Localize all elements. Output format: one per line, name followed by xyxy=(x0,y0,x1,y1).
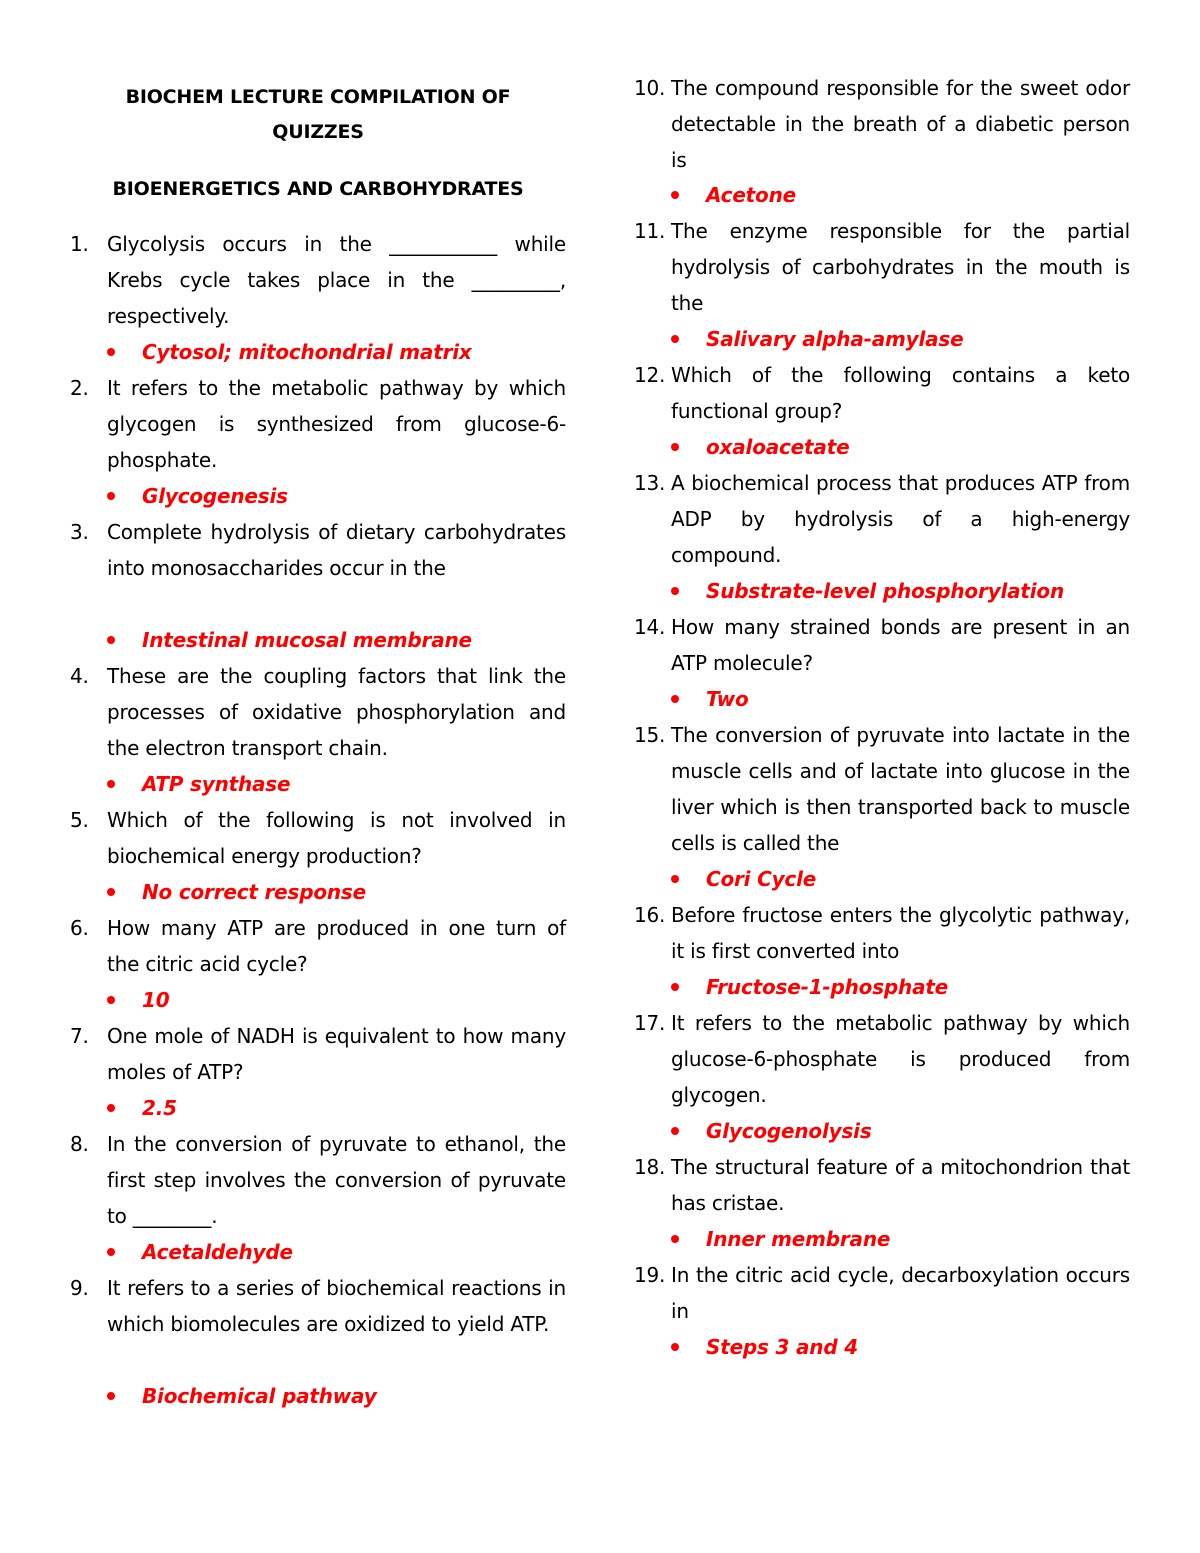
answer-text: Cytosol; mitochondrial matrix xyxy=(142,340,472,364)
question-number: 4. xyxy=(70,664,89,688)
question-number: 1. xyxy=(70,232,89,256)
document-title-line-2: QUIZZES xyxy=(272,121,364,143)
question-number: 18. xyxy=(634,1155,666,1179)
answer-text: Biochemical pathway xyxy=(142,1384,377,1408)
question-text: It refers to a series of biochemical reactions in which biomolecules are oxidized to yield ATP. xyxy=(107,1276,566,1336)
question-item xyxy=(70,910,566,982)
bullet-icon xyxy=(671,443,679,451)
question-text: A biochemical process that produces ATP from ADP by hydrolysis of a high-energy compound. xyxy=(671,471,1130,567)
answer-text: Glycogenolysis xyxy=(706,1119,872,1143)
answer-item xyxy=(70,982,566,1018)
question-item xyxy=(634,213,1130,321)
question-item xyxy=(634,357,1130,429)
bullet-icon xyxy=(671,1235,679,1243)
answer-item xyxy=(70,1090,566,1126)
bullet-icon xyxy=(671,1343,679,1351)
answer-item xyxy=(634,321,1130,357)
question-item xyxy=(70,802,566,874)
question-item xyxy=(70,1270,566,1342)
question-item xyxy=(634,70,1130,178)
bullet-icon xyxy=(107,780,115,788)
answer-text: Steps 3 and 4 xyxy=(706,1335,858,1359)
bullet-icon xyxy=(671,335,679,343)
question-item xyxy=(634,1149,1130,1221)
question-text: How many ATP are produced in one turn of the citric acid cycle? xyxy=(107,916,566,976)
bullet-icon xyxy=(107,492,115,500)
bullet-icon xyxy=(107,996,115,1004)
answer-text: oxaloacetate xyxy=(706,435,850,459)
question-item xyxy=(70,370,566,478)
answer-text: Two xyxy=(706,687,749,711)
answer-item xyxy=(70,478,566,514)
bullet-icon xyxy=(107,1104,115,1112)
question-text: How many strained bonds are present in an ATP molecule? xyxy=(671,615,1130,675)
question-text: Which of the following is not involved in biochemical energy production? xyxy=(107,808,566,868)
answer-item xyxy=(70,766,566,802)
question-item xyxy=(70,226,566,334)
answer-item xyxy=(634,1329,1130,1365)
answer-item xyxy=(634,681,1130,717)
question-number: 3. xyxy=(70,520,89,544)
question-text: Before fructose enters the glycolytic pathway, it is first converted into xyxy=(671,903,1130,963)
answer-text: Acetaldehyde xyxy=(142,1240,293,1264)
answer-text: Fructose-1-phosphate xyxy=(706,975,949,999)
question-number: 12. xyxy=(634,363,666,387)
section-heading: BIOENERGETICS AND CARBOHYDRATES xyxy=(112,178,524,200)
answer-text: 10 xyxy=(142,988,170,1012)
question-text: The compound responsible for the sweet odor detectable in the breath of a diabetic person is xyxy=(671,76,1130,172)
answer-item xyxy=(634,177,1130,213)
bullet-icon xyxy=(671,191,679,199)
question-text: Which of the following contains a keto functional group? xyxy=(671,363,1130,423)
answer-item xyxy=(634,1113,1130,1149)
question-number: 17. xyxy=(634,1011,666,1035)
question-text: Complete hydrolysis of dietary carbohydrates into monosaccharides occur in the xyxy=(107,520,566,580)
answer-item xyxy=(70,1378,566,1414)
question-text: In the conversion of pyruvate to ethanol, the first step involves the conversion of pyruvate to ________. xyxy=(107,1132,566,1228)
question-number: 14. xyxy=(634,615,666,639)
question-text: It refers to the metabolic pathway by which glucose-6-phosphate is produced from glycogen. xyxy=(671,1011,1130,1107)
bullet-icon xyxy=(671,983,679,991)
answer-text: 2.5 xyxy=(142,1096,177,1120)
question-number: 6. xyxy=(70,916,89,940)
document-title-line-1: BIOCHEM LECTURE COMPILATION OF xyxy=(125,86,511,108)
question-item xyxy=(634,609,1130,681)
question-item xyxy=(70,1018,566,1090)
question-item xyxy=(70,1126,566,1234)
answer-item xyxy=(70,1234,566,1270)
question-text: These are the coupling factors that link the processes of oxidative phosphorylation and the electron transport chain. xyxy=(107,664,566,760)
question-text: It refers to the metabolic pathway by which glycogen is synthesized from glucose-6-phosphate. xyxy=(107,376,566,472)
bullet-icon xyxy=(107,1248,115,1256)
question-number: 2. xyxy=(70,376,89,400)
answer-text: No correct response xyxy=(142,880,367,904)
question-text: The structural feature of a mitochondrion that has cristae. xyxy=(671,1155,1130,1215)
question-number: 16. xyxy=(634,903,666,927)
answer-item xyxy=(70,622,566,658)
question-number: 19. xyxy=(634,1263,666,1287)
question-item xyxy=(70,658,566,766)
answer-item xyxy=(70,334,566,370)
bullet-icon xyxy=(671,695,679,703)
answer-text: Inner membrane xyxy=(706,1227,891,1251)
answer-item xyxy=(634,969,1130,1005)
answer-text: Substrate-level phosphorylation xyxy=(706,579,1064,603)
question-text: One mole of NADH is equivalent to how many moles of ATP? xyxy=(107,1024,566,1084)
bullet-icon xyxy=(671,1127,679,1135)
question-item xyxy=(634,1257,1130,1329)
bullet-icon xyxy=(107,1392,115,1400)
question-text: The enzyme responsible for the partial hydrolysis of carbohydrates in the mouth is the xyxy=(671,219,1130,315)
question-text: Glycolysis occurs in the ___________ while Krebs cycle takes place in the _________, respectively. xyxy=(107,232,566,328)
question-item xyxy=(634,1005,1130,1113)
answer-text: Salivary alpha-amylase xyxy=(706,327,964,351)
question-number: 11. xyxy=(634,219,666,243)
answer-text: Cori Cycle xyxy=(706,867,817,891)
bullet-icon xyxy=(107,636,115,644)
question-item xyxy=(634,897,1130,969)
question-number: 9. xyxy=(70,1276,89,1300)
answer-item xyxy=(634,1221,1130,1257)
bullet-icon xyxy=(107,888,115,896)
bullet-icon xyxy=(107,348,115,356)
question-item xyxy=(634,465,1130,573)
answer-text: Intestinal mucosal membrane xyxy=(142,628,472,652)
question-text: The conversion of pyruvate into lactate in the muscle cells and of lactate into glucose in the liver which is then transported back to muscle cells is called the xyxy=(671,723,1130,855)
question-number: 13. xyxy=(634,471,666,495)
question-number: 10. xyxy=(634,76,666,100)
question-item xyxy=(70,514,566,586)
question-number: 5. xyxy=(70,808,89,832)
question-text: In the citric acid cycle, decarboxylation occurs in xyxy=(671,1263,1130,1323)
question-number: 15. xyxy=(634,723,666,747)
question-item xyxy=(634,717,1130,861)
answer-text: ATP synthase xyxy=(142,772,291,796)
answer-item xyxy=(634,861,1130,897)
bullet-icon xyxy=(671,587,679,595)
answer-item xyxy=(70,874,566,910)
answer-text: Glycogenesis xyxy=(142,484,288,508)
answer-item xyxy=(634,429,1130,465)
question-number: 7. xyxy=(70,1024,89,1048)
answer-text: Acetone xyxy=(706,183,796,207)
bullet-icon xyxy=(671,875,679,883)
answer-item xyxy=(634,573,1130,609)
question-number: 8. xyxy=(70,1132,89,1156)
